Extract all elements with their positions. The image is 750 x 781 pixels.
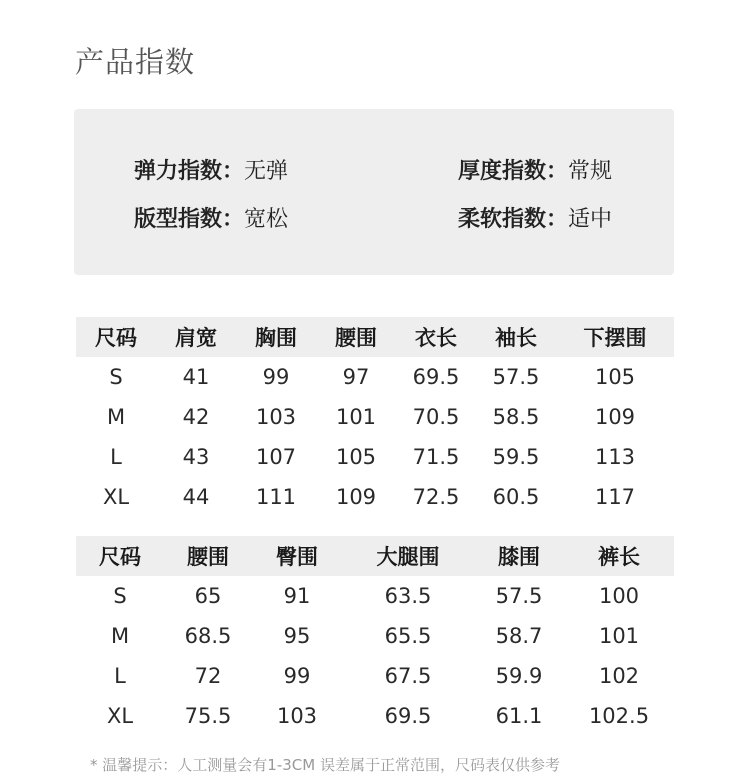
- index-label: 弹力指数：: [134, 159, 245, 184]
- elasticity-index: [134, 154, 288, 185]
- column-header: 腰围: [187, 545, 229, 569]
- table-cell: 63.5: [384, 584, 432, 608]
- table-cell: 75.5: [184, 704, 232, 728]
- table-header-row: [76, 536, 674, 576]
- thickness-index: [458, 154, 612, 185]
- table-cell: 113: [594, 445, 636, 469]
- column-header: 臀围: [276, 545, 318, 569]
- table-row: [76, 616, 674, 656]
- table-cell: 91: [283, 584, 311, 608]
- table-cell: 117: [594, 485, 636, 509]
- table-row: [76, 437, 674, 477]
- table-row: [76, 397, 674, 437]
- column-header: 袖长: [495, 326, 537, 350]
- table-row: [76, 576, 674, 616]
- table-cell: 58.7: [495, 624, 543, 648]
- table-cell: 105: [335, 445, 377, 469]
- table-cell: 103: [276, 704, 318, 728]
- table-cell: L: [110, 445, 122, 469]
- table-cell: XL: [106, 704, 134, 728]
- column-header: 膝围: [498, 545, 540, 569]
- column-header: 下摆围: [583, 326, 647, 350]
- index-value: 常规: [568, 159, 613, 184]
- table-cell: 42: [182, 405, 210, 429]
- table-cell: 58.5: [492, 405, 540, 429]
- page-title: 产品指数: [75, 45, 196, 79]
- table-row: [76, 357, 674, 397]
- top-size-table: [76, 317, 674, 517]
- index-value: 无弹: [244, 159, 289, 184]
- index-value: 宽松: [244, 207, 289, 232]
- table-cell: 107: [255, 445, 297, 469]
- column-header: 尺码: [95, 326, 137, 350]
- table-cell: 99: [283, 664, 311, 688]
- table-cell: 102.5: [588, 704, 650, 728]
- table-cell: L: [114, 664, 126, 688]
- table-cell: 65: [194, 584, 222, 608]
- table-cell: 68.5: [184, 624, 232, 648]
- table-row: [76, 656, 674, 696]
- table-cell: 59.5: [492, 445, 540, 469]
- index-value: 适中: [568, 207, 613, 232]
- table-cell: 102: [598, 664, 640, 688]
- column-header: 胸围: [255, 326, 297, 350]
- measurement-disclaimer: * 温馨提示：人工测量会有1-3CM 误差属于正常范围，尺码表仅供参考: [90, 756, 560, 774]
- table-cell: 105: [594, 365, 636, 389]
- table-cell: 70.5: [412, 405, 460, 429]
- table-cell: 57.5: [492, 365, 540, 389]
- table-cell: XL: [102, 485, 130, 509]
- table-cell: 69.5: [384, 704, 432, 728]
- table-row: [76, 477, 674, 517]
- table-cell: 109: [335, 485, 377, 509]
- table-cell: 99: [262, 365, 290, 389]
- softness-index: [458, 202, 612, 233]
- table-cell: 100: [598, 584, 640, 608]
- table-cell: 60.5: [492, 485, 540, 509]
- table-cell: 61.1: [495, 704, 543, 728]
- column-header: 衣长: [415, 326, 457, 350]
- column-header: 腰围: [335, 326, 377, 350]
- table-cell: M: [106, 405, 126, 429]
- index-label: 厚度指数：: [458, 159, 569, 184]
- table-cell: 67.5: [384, 664, 432, 688]
- table-row: [76, 696, 674, 736]
- product-index-panel: [74, 109, 674, 275]
- table-cell: 41: [182, 365, 210, 389]
- table-cell: S: [109, 365, 123, 389]
- table-cell: 65.5: [384, 624, 432, 648]
- table-cell: 72: [194, 664, 222, 688]
- table-cell: 59.9: [495, 664, 543, 688]
- table-cell: 57.5: [495, 584, 543, 608]
- table-cell: 71.5: [412, 445, 460, 469]
- table-cell: M: [110, 624, 130, 648]
- column-header: 尺码: [99, 545, 141, 569]
- table-cell: 72.5: [412, 485, 460, 509]
- table-cell: 97: [342, 365, 370, 389]
- table-header-row: [76, 317, 674, 357]
- table-cell: 43: [182, 445, 210, 469]
- table-cell: 44: [182, 485, 210, 509]
- table-cell: 95: [283, 624, 311, 648]
- table-cell: 103: [255, 405, 297, 429]
- fit-index: [134, 202, 288, 233]
- bottom-size-table: [76, 536, 674, 736]
- table-cell: S: [113, 584, 127, 608]
- index-label: 柔软指数：: [458, 207, 569, 232]
- table-cell: 109: [594, 405, 636, 429]
- column-header: 大腿围: [376, 545, 440, 569]
- table-cell: 101: [335, 405, 377, 429]
- table-cell: 101: [598, 624, 640, 648]
- table-cell: 69.5: [412, 365, 460, 389]
- table-cell: 111: [255, 485, 297, 509]
- index-label: 版型指数：: [134, 207, 245, 232]
- column-header: 裤长: [598, 545, 640, 569]
- column-header: 肩宽: [175, 326, 217, 350]
